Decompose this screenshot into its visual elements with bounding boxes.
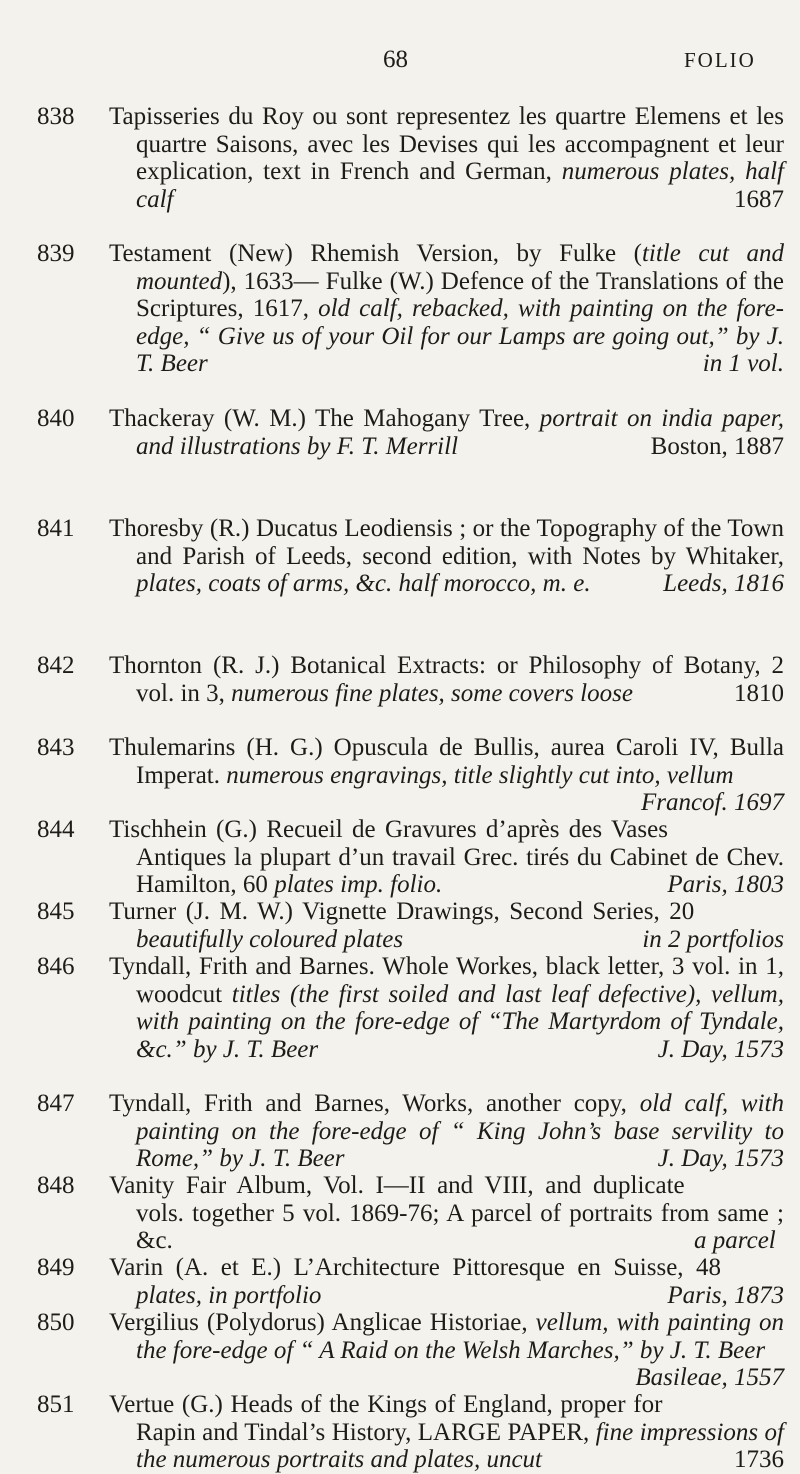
entry-description	[109, 1090, 784, 1173]
lot-number: 849	[37, 1254, 75, 1281]
entry-description	[109, 240, 784, 378]
entry-text-continued: ), 1633— Fulke (W.) Defence of the Translations of the Scriptures, 1617,	[136, 267, 784, 322]
entry-imprint: Leeds, 1816	[663, 570, 784, 597]
entry-imprint: J. Day, 1573	[657, 1035, 784, 1063]
entry-text: Turner (J. M. W.) Vignette Drawings, Second Series, 20	[109, 898, 695, 925]
entry-text: Thulemarins (H. G.) Opuscula de Bullis, aurea Caroli IV, Bulla Imperat.	[109, 734, 784, 789]
entry-description	[109, 103, 784, 213]
catalogue-entry	[0, 515, 800, 652]
lot-number: 838	[37, 103, 75, 130]
entry-italic: numerous plates, half calf	[136, 158, 784, 213]
entry-text: Thoresby (R.) Ducatus Leodiensis ; or the Topography of the Town and Parish of Leeds, second edition, with Notes by Whitaker,	[109, 515, 784, 570]
entry-imprint: 1687	[734, 185, 784, 213]
entry-text: Tyndall, Frith and Barnes, Works, another copy,	[109, 1090, 627, 1117]
entry-italic: vellum, with painting on the fore-edge of “ A Raid on the Welsh Marches,” by J. T. Beer	[136, 1309, 784, 1364]
entry-italic: numerous engravings, title slightly cut into, vellum	[219, 761, 734, 789]
entry-imprint: in 1 vol.	[702, 350, 784, 377]
entry-imprint: Boston, 1887	[650, 432, 784, 460]
catalogue-entry	[0, 1309, 800, 1391]
entry-description	[109, 1391, 784, 1474]
entry-text: Vanity Fair Album, Vol. I—II and VIII, and duplicate vols. together 5 vol. 1869-76; A parcel of portraits from same ; &c.	[109, 1172, 784, 1254]
entry-italic: plates imp. folio.	[267, 871, 443, 898]
lot-number: 845	[37, 898, 75, 925]
entry-text: Thornton (R. J.) Botanical Extracts: or Philosophy of Botany, 2 vol. in 3,	[109, 652, 784, 707]
catalogue-entries	[0, 103, 800, 1474]
entry-text: Tapisseries du Roy ou sont representez les quartre Elemens et les quartre Saisons, avec les Devises qui les accompagnent et leur explication, text in French and German,	[109, 103, 784, 185]
catalogue-entry	[0, 240, 800, 405]
entry-imprint: Basileae, 1557	[635, 1364, 784, 1391]
lot-number: 848	[37, 1172, 75, 1199]
entry-description	[109, 515, 784, 598]
entry-description	[109, 1172, 784, 1255]
entry-description	[109, 1254, 784, 1309]
entry-italic: portrait on india paper, and illustrations by F. T. Merrill	[136, 405, 784, 460]
entry-italic: plates, in portfolio	[136, 1281, 322, 1309]
entry-italic: numerous fine plates, some covers loose	[224, 679, 633, 707]
page-header	[0, 46, 800, 76]
entry-description	[109, 898, 784, 953]
lot-number: 851	[37, 1391, 75, 1418]
entry-description	[109, 405, 784, 460]
entry-italic-continued: old calf, rebacked, with painting on the fore-edge, “ Give us of your Oil for our Lamps are going out,” by J. T. Beer	[136, 295, 784, 377]
lot-number: 840	[37, 405, 75, 432]
entry-imprint: a parcel	[694, 1227, 776, 1254]
catalogue-entry	[0, 1254, 800, 1309]
entry-text: Vergilius (Polydorus) Anglicae Historiae,	[109, 1309, 528, 1336]
catalogue-entry	[0, 103, 800, 240]
entry-imprint: 1810	[734, 679, 784, 707]
entry-imprint: J. Day, 1573	[657, 1145, 784, 1172]
entry-italic: plates, coats of arms, &c. half morocco, m. e.	[136, 570, 591, 597]
entry-imprint: Paris, 1873	[667, 1281, 784, 1309]
entry-italic: fine impressions of the numerous portraits and plates, uncut	[136, 1418, 784, 1473]
catalogue-entry	[0, 816, 800, 898]
lot-number: 843	[37, 734, 75, 761]
entry-description	[109, 816, 784, 899]
catalogue-entry	[0, 734, 800, 816]
entry-italic: old calf, with painting on the fore-edge of “ King John’s base servility to Rome,” by J. T. Beer	[136, 1090, 784, 1172]
entry-italic: titles (the first soiled and last leaf defective), vellum, with painting on the fore-edge of “The Martyrdom of Tyndale, &c.” by J. T. Beer	[136, 980, 784, 1063]
entry-text: Thackeray (W. M.) The Mahogany Tree,	[109, 405, 531, 432]
catalogue-entry	[0, 898, 800, 953]
entry-imprint: 1736	[734, 1446, 784, 1473]
lot-number: 850	[37, 1309, 75, 1336]
catalogue-entry	[0, 1391, 800, 1473]
entry-description	[109, 652, 784, 707]
catalogue-entry	[0, 405, 800, 515]
entry-text: Testament (New) Rhemish Version, by Fulke (	[109, 240, 642, 267]
lot-number: 846	[37, 953, 75, 980]
catalogue-entry	[0, 953, 800, 1090]
lot-number: 842	[37, 652, 75, 679]
catalogue-entry	[0, 1172, 800, 1254]
entry-imprint: Francof. 1697	[640, 789, 784, 816]
entry-imprint: in 2 portfolios	[642, 925, 784, 953]
entry-text: Varin (A. et E.) L’Architecture Pittoresque en Suisse, 48	[109, 1254, 722, 1281]
entry-description	[109, 1309, 784, 1392]
catalogue-entry	[0, 652, 800, 734]
section-title: FOLIO	[684, 48, 756, 72]
lot-number: 844	[37, 816, 75, 843]
entry-imprint: Paris, 1803	[667, 871, 784, 898]
entry-italic: beautifully coloured plates	[136, 925, 404, 953]
entry-description	[109, 953, 784, 1063]
lot-number: 847	[37, 1090, 75, 1117]
page-number: 68	[383, 46, 408, 73]
lot-number: 839	[37, 240, 75, 267]
entry-text: Vertue (G.) Heads of the Kings of England, proper for Rapin and Tindal’s History, LARGE PAPER,	[109, 1391, 663, 1446]
entry-italic: title cut and mounted	[136, 240, 784, 295]
catalogue-entry	[0, 1090, 800, 1172]
entry-text: Tischhein (G.) Recueil de Gravures d’après des Vases Antiques la plupart d’un travail Grec. tirés du Cabinet de Chev. Hamilton, 60	[109, 816, 784, 898]
entry-description	[109, 734, 784, 817]
entry-text: Tyndall, Frith and Barnes. Whole Workes, black letter, 3 vol. in 1, woodcut	[109, 953, 784, 1008]
lot-number: 841	[37, 515, 75, 542]
